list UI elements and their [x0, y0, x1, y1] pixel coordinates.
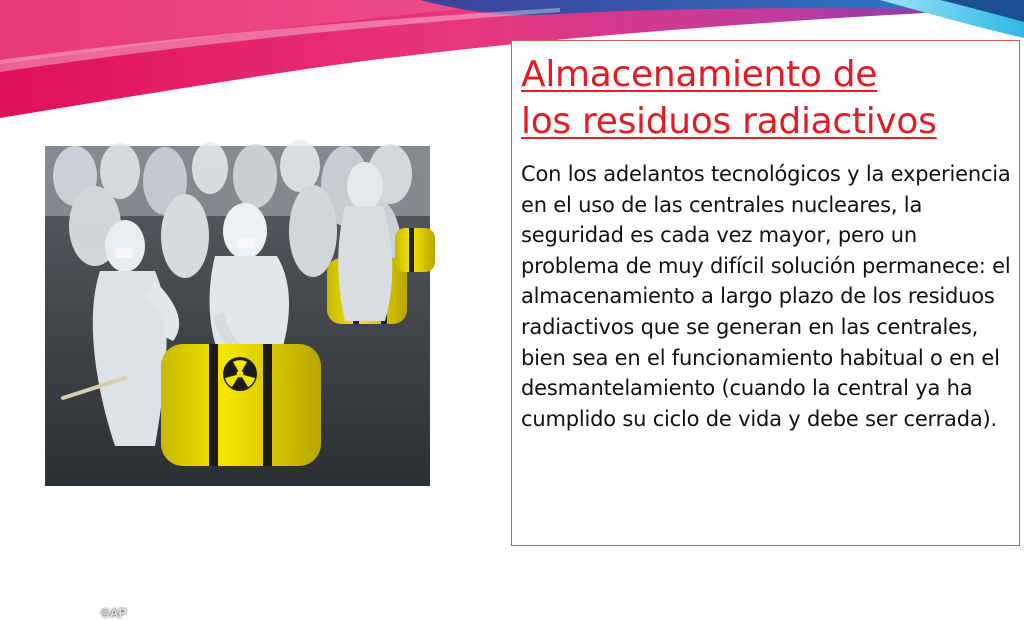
slide-title-line2: los residuos radiactivos [521, 101, 937, 142]
protest-photo [45, 146, 430, 620]
slide-title [521, 51, 1011, 145]
content-box [511, 40, 1020, 546]
slide-title-line1: Almacenamiento de [521, 54, 878, 95]
barrel-front [161, 344, 321, 466]
slide-body: Con los adelantos tecnológicos y la experiencia en el uso de las centrales nucleares, la seguridad es cada vez mayor, pero un problema de muy difícil solución permanece: el almacenamiento a largo plazo de los residuos radiactivos que se generan en las centrales, bien sea en el funcionamiento habitual o en el desmantelamiento (cuando la central ya ha cumplido su ciclo de vida y debe ser cerrada). [521, 162, 1011, 431]
photo-credit: ©AP [101, 606, 127, 620]
